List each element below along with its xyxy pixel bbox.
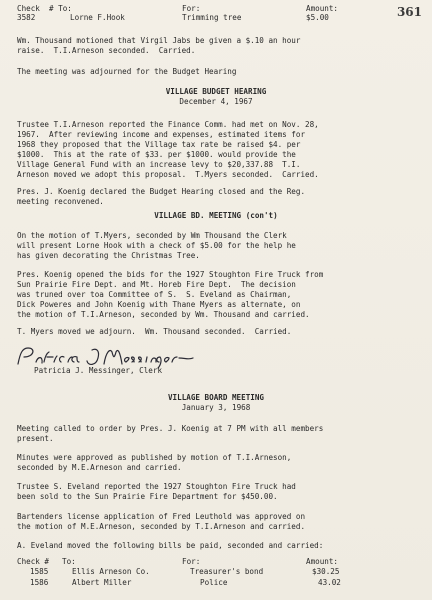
text-line: Wm. Thousand motioned that Virgil Jabs be given a $.10 an hour [17, 36, 301, 45]
text-line: has given decorating the Christmas Tree. [17, 251, 200, 260]
amount-header-label: Amount: [306, 4, 339, 13]
text-line: Village General Fund with an increase levy to $20,337.88 T.I. [17, 160, 301, 169]
bills-for-label: For: [182, 557, 201, 566]
budget-hearing-date: December 4, 1967 [179, 97, 253, 106]
text-line: Pres. Koenig opened the bids for the 1927 Stoughton Fire Truck from [17, 270, 324, 279]
check-amount: $5.00 [306, 13, 329, 22]
bill-purpose: Police [200, 578, 228, 587]
board-meeting-date: January 3, 1968 [181, 403, 251, 412]
bill-payee: Albert Miller [72, 578, 132, 587]
bills-to-label: To: [62, 557, 76, 566]
adjourn-line: T. Myers moved we adjourn. Wm. Thousand seconded. Carried. [17, 327, 292, 336]
text-line: present. [17, 434, 54, 443]
check-header-label: Check # To: [17, 4, 72, 13]
text-line: $1000. This at the rate of $33. per $1000. would provide the [17, 150, 296, 159]
check-number: 3582 [17, 13, 36, 22]
text-line: the motion of T.I.Arneson, seconded by Wm. Thousand and carried. [17, 310, 310, 319]
for-header-label: For: [182, 4, 201, 13]
text-line: Trustee S. Eveland reported the 1927 Stoughton Fire Truck had [17, 482, 296, 491]
text-line: 1967. After reviewing income and expenses, estimated items for [17, 130, 306, 139]
bill-check-number: 1586 [30, 578, 49, 587]
text-line: raise. T.I.Arneson seconded. Carried. [17, 46, 196, 55]
text-line: 1968 they proposed that the Village tax rate be raised $4. per [17, 140, 301, 149]
text-line: Arneson moved we adopt this proposal. T.Myers seconded. Carried. [17, 170, 319, 179]
text-line: the motion of M.E.Arneson, seconded by T.I.Arneson and carried. [17, 522, 306, 531]
text-line: Sun Prairie Fire Dept. and Mt. Horeb Fire Dept. The decision [17, 280, 296, 289]
text-line: seconded by M.E.Arneson and carried. [17, 463, 182, 472]
text-line: Pres. J. Koenig declared the Budget Hearing closed and the Reg. [17, 187, 306, 196]
bill-amount: $30.25 [312, 567, 340, 576]
text-line: Bartenders license application of Fred Leuthold was approved on [17, 512, 306, 521]
text-line: was truned over toa Committee of S. S. Eveland as Chairman, [17, 290, 292, 299]
bill-payee: Ellis Arneson Co. [72, 567, 150, 576]
text-line: will present Lorne Hook with a check of $5.00 for the help he [17, 241, 296, 250]
text-line: Trustee T.I.Arneson reported the Finance Comm. had met on Nov. 28, [17, 120, 319, 129]
bill-check-number: 1585 [30, 567, 49, 576]
text-line: meeting reconvened. [17, 197, 104, 206]
text-line: Dick Poweres and John Koenig with Thane Myers as alternate, on [17, 300, 301, 309]
bills-amount-label: Amount: [306, 557, 339, 566]
meeting-cont-title: VILLAGE BD. MEETING (con't) [154, 211, 278, 220]
text-line: On the motion of T.Myers, seconded by Wm Thousand the Clerk [17, 231, 287, 240]
text-line: been sold to the Sun Prairie Fire Department for $450.00. [17, 492, 278, 501]
bills-check-label: Check # [17, 557, 50, 566]
bill-amount: 43.02 [318, 578, 341, 587]
clerk-name: Patricia J. Messinger, Clerk [34, 366, 163, 375]
page-number: 361 [396, 5, 422, 19]
adjourn-budget-line: The meeting was adjourned for the Budget Hearing [17, 67, 237, 76]
check-purpose: Trimming tree [182, 13, 242, 22]
text-line: A. Eveland moved the following bills be paid, seconded and carried: [17, 541, 324, 550]
text-line: Meeting called to order by Pres. J. Koenig at 7 PM with all members [17, 424, 324, 433]
budget-hearing-title: VILLAGE BUDGET HEARING [165, 87, 267, 96]
check-payee: Lorne F.Hook [70, 13, 125, 22]
text-line: Minutes were approved as published by motion of T.I.Arneson, [17, 453, 292, 462]
board-meeting-title: VILLAGE BOARD MEETING [167, 393, 264, 402]
bill-purpose: Treasurer's bond [190, 567, 264, 576]
